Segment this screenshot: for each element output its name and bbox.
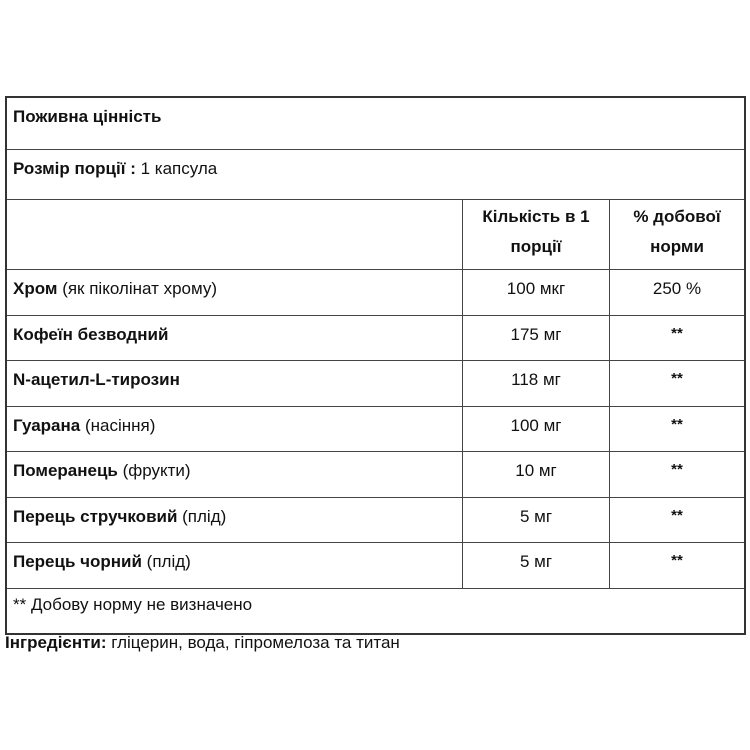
- nutrient-name: N-ацетил-L-тирозин: [13, 370, 180, 389]
- ingredients-line: [5, 633, 400, 653]
- nutrient-amount: 175 мг: [463, 316, 610, 361]
- table-row: [7, 361, 744, 407]
- nutrient-name: Померанець: [13, 461, 118, 480]
- table-row: [7, 543, 744, 589]
- nutrient-name-cell: [7, 361, 463, 406]
- nutrient-name: Гуарана: [13, 415, 81, 435]
- header-name: [7, 200, 463, 269]
- nutrient-amount: 118 мг: [463, 361, 610, 406]
- nutrient-name: Перець стручковий: [13, 506, 178, 526]
- nutrition-facts-panel: [5, 96, 746, 635]
- table-row: [7, 498, 744, 544]
- nutrient-amount: 100 мкг: [463, 270, 610, 315]
- ingredients-label: Інгредієнти:: [5, 633, 107, 652]
- nutrient-daily-value: **: [671, 552, 683, 569]
- header-amount-line1: Кількість в 1: [482, 207, 590, 226]
- nutrient-daily-value: 250 %: [652, 279, 702, 298]
- nutrient-name-cell: [7, 498, 463, 543]
- table-row: [7, 407, 744, 453]
- header-dv-line1: % добової: [633, 207, 721, 226]
- nutrient-name-cell: [7, 270, 463, 315]
- nutrient-note: (фрукти): [117, 461, 191, 480]
- header-dv-line2: норми: [650, 237, 704, 256]
- table-row: [7, 316, 744, 362]
- serving-size: [7, 150, 744, 199]
- nutrient-amount: 5 мг: [463, 498, 610, 543]
- footnote: ** Добову норму не визначено: [13, 594, 253, 614]
- header-daily-value: [610, 200, 744, 269]
- nutrient-note: (насіння): [80, 415, 156, 435]
- nutrient-note: (плід): [177, 506, 227, 526]
- header-amount: [463, 200, 610, 269]
- nutrient-name: Хром: [13, 279, 58, 298]
- header-amount-line2: порції: [510, 237, 562, 256]
- serving-size-label: Розмір порції :: [13, 159, 136, 178]
- nutrient-amount: 5 мг: [463, 543, 610, 588]
- nutrient-daily-value: **: [671, 415, 683, 433]
- panel-title: Поживна цінність: [13, 107, 162, 126]
- nutrient-name-cell: [7, 316, 463, 361]
- table-row: [7, 452, 744, 498]
- ingredients-value: гліцерин, вода, гіпромелоза та титан: [106, 633, 400, 652]
- nutrient-note: (плід): [141, 552, 191, 571]
- nutrient-name: Перець чорний: [13, 552, 142, 571]
- nutrient-name-cell: [7, 407, 463, 452]
- title-row: [7, 98, 744, 150]
- serving-size-row: [7, 150, 744, 200]
- nutrient-name: Кофеїн безводний: [13, 324, 169, 344]
- nutrient-amount: 100 мг: [463, 407, 610, 452]
- nutrient-amount: 10 мг: [463, 452, 610, 497]
- nutrient-daily-value: **: [671, 461, 683, 478]
- nutrient-name-cell: [7, 543, 463, 588]
- table-row: [7, 270, 744, 316]
- footnote-row: [7, 589, 744, 633]
- serving-size-value: 1 капсула: [135, 159, 218, 178]
- nutrient-name-cell: [7, 452, 463, 497]
- nutrient-daily-value: **: [671, 506, 683, 524]
- table-header-row: [7, 200, 744, 270]
- nutrient-daily-value: **: [671, 370, 683, 387]
- nutrient-note: (як піколінат хрому): [57, 279, 218, 298]
- nutrient-daily-value: **: [671, 324, 683, 342]
